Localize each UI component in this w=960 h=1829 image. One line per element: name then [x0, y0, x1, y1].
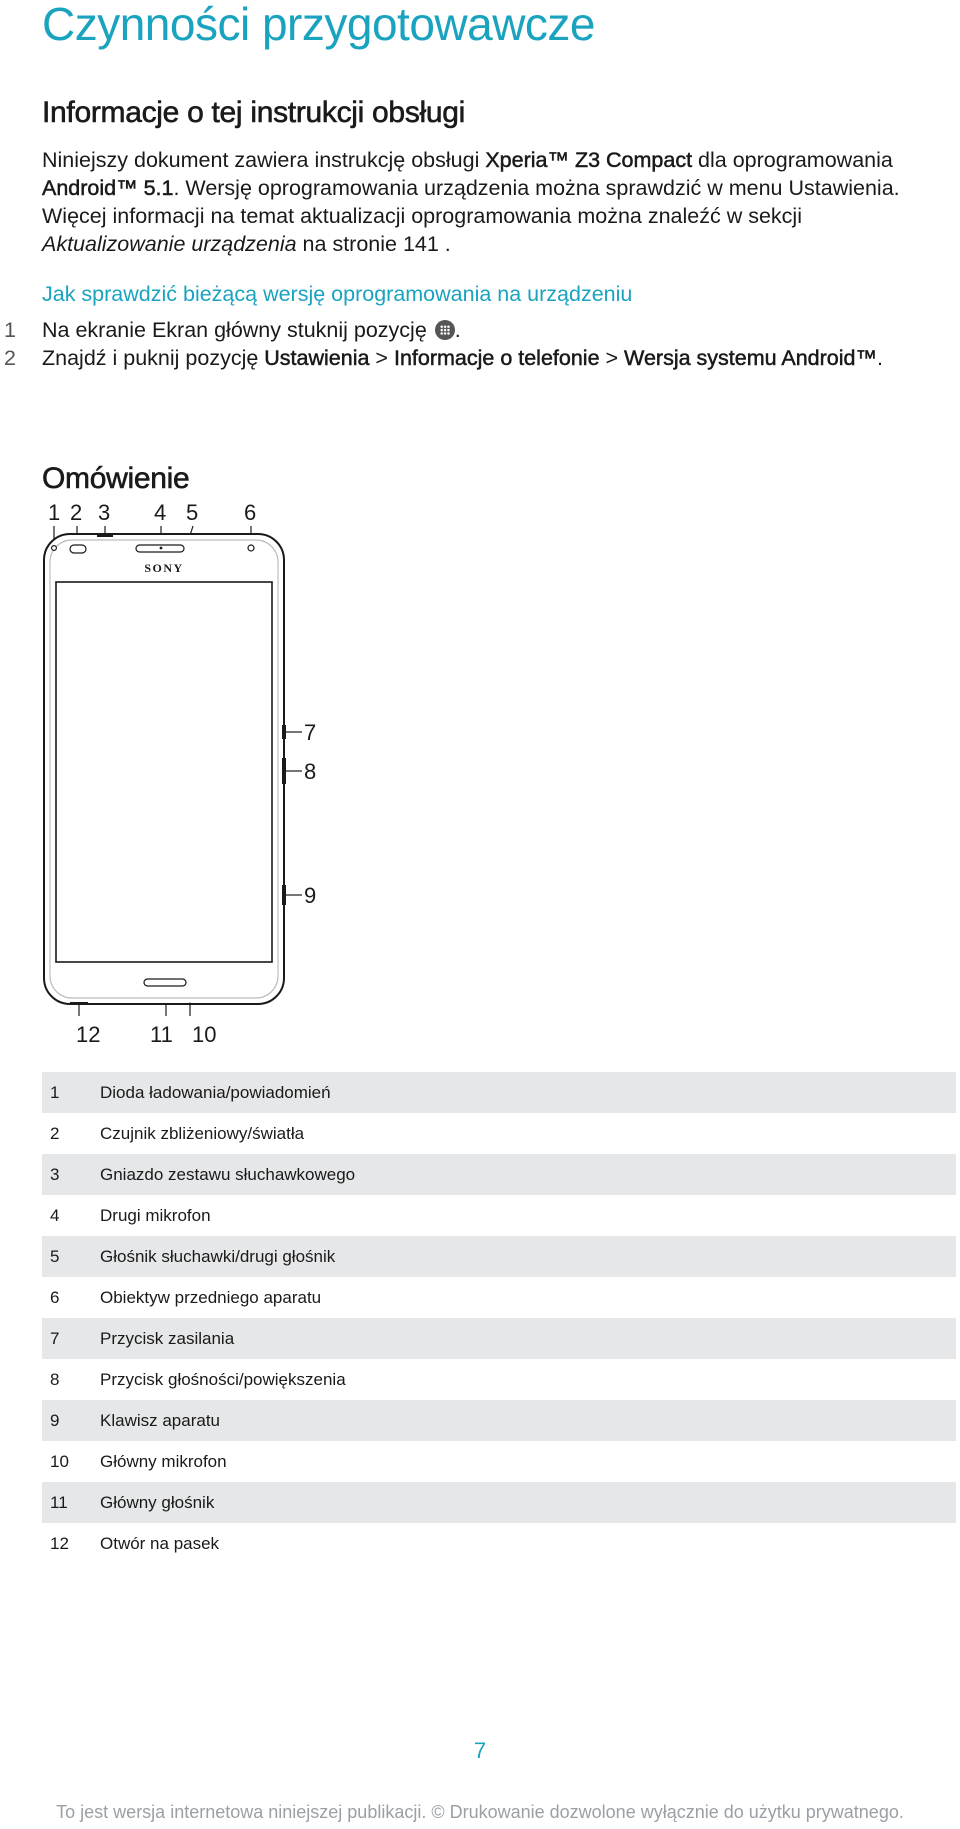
app-menu-icon	[435, 320, 455, 340]
phone-screen	[56, 582, 272, 962]
callout-6: 6	[244, 500, 257, 525]
menu-path-separator: >	[369, 346, 394, 370]
table-row	[42, 1359, 956, 1400]
camera-key	[282, 885, 286, 905]
section-link[interactable]: Aktualizowanie urządzenia	[42, 232, 297, 256]
about-paragraph	[42, 146, 922, 258]
parts-table	[42, 1072, 956, 1564]
table-row	[42, 1400, 956, 1441]
part-label: Obiektyw przedniego aparatu	[100, 1287, 322, 1307]
part-number: 6	[50, 1287, 60, 1307]
part-number: 9	[42, 1400, 100, 1441]
intro-text: dla oprogramowania	[692, 148, 893, 172]
part-label: Głośnik słuchawki/drugi głośnik	[100, 1236, 956, 1277]
callout-2: 2	[70, 500, 83, 525]
part-number: 11	[42, 1482, 100, 1523]
callout-10: 10	[192, 1022, 217, 1047]
notification-led	[52, 546, 57, 551]
intro-text: na stronie 141 .	[296, 232, 451, 256]
menu-path-separator: >	[599, 346, 625, 370]
step-number: 1	[4, 318, 16, 342]
callout-12: 12	[76, 1022, 101, 1047]
table-row	[42, 1277, 956, 1318]
part-label: Drugi mikrofon	[100, 1205, 211, 1225]
table-row	[42, 1236, 956, 1277]
callout-7: 7	[304, 720, 317, 745]
headset-jack	[97, 534, 113, 537]
part-number: 2	[50, 1123, 60, 1143]
part-label: Gniazdo zestawu słuchawkowego	[100, 1154, 956, 1195]
part-number: 5	[42, 1236, 100, 1277]
table-row	[42, 1072, 956, 1113]
part-number: 12	[50, 1533, 69, 1553]
main-speaker	[144, 979, 186, 986]
main-mic	[189, 1003, 192, 1006]
about-heading: Informacje o tej instrukcji obsługi	[42, 96, 466, 129]
part-label: Klawisz aparatu	[100, 1400, 956, 1441]
proximity-sensor	[70, 545, 86, 553]
step-text: Na ekranie Ekran główny stuknij pozycję	[42, 318, 433, 342]
menu-path-about-phone: Informacje o telefonie	[393, 346, 600, 370]
callout-1: 1	[48, 500, 61, 525]
callout-11: 11	[150, 1022, 173, 1047]
callout-3: 3	[98, 500, 111, 525]
step-item	[0, 344, 900, 372]
front-camera	[248, 545, 254, 551]
part-number: 7	[42, 1318, 100, 1359]
part-label: Przycisk zasilania	[100, 1318, 956, 1359]
page-footer: To jest wersja internetowa niniejszej publikacji. © Drukowanie dozwolone wyłącznie do użytku prywatnego.	[56, 1802, 904, 1822]
table-row	[42, 1113, 956, 1154]
callout-4: 4	[154, 500, 167, 525]
menu-path-settings: Ustawienia	[264, 346, 370, 370]
table-row	[42, 1441, 956, 1482]
part-number: 4	[50, 1205, 60, 1225]
table-row	[42, 1482, 956, 1523]
intro-text: . Wersję oprogramowania urządzenia można sprawdzić w menu Ustawienia. Więcej informacji na temat aktualizacji oprogramowania można znaleźć w sekcji	[42, 176, 900, 228]
part-number: 8	[50, 1369, 60, 1389]
callout-9: 9	[304, 883, 317, 908]
power-key	[282, 725, 286, 739]
overview-heading: Omówienie	[42, 462, 190, 495]
step-text: Znajdź i puknij pozycję	[42, 346, 265, 370]
table-row	[42, 1154, 956, 1195]
menu-path-android-version: Wersja systemu Android™	[624, 346, 877, 370]
phone-body	[44, 534, 286, 1005]
brand-logo: SONY	[144, 561, 184, 575]
callout-5: 5	[186, 500, 199, 525]
part-label: Otwór na pasek	[100, 1533, 220, 1553]
part-label: Przycisk głośności/powiększenia	[100, 1369, 346, 1389]
table-row	[42, 1523, 956, 1564]
page-number: 7	[473, 1738, 487, 1763]
part-label: Czujnik zbliżeniowy/światła	[100, 1123, 305, 1143]
phone-diagram	[40, 490, 360, 1050]
strap-hole	[70, 1002, 88, 1005]
page-title: Czynności przygotowawcze	[42, 0, 596, 50]
volume-key	[282, 758, 286, 784]
table-row	[42, 1195, 956, 1236]
part-label: Dioda ładowania/powiadomień	[100, 1072, 956, 1113]
product-name: Xperia™ Z3 Compact	[485, 148, 693, 172]
intro-text: Niniejszy dokument zawiera instrukcję obsługi	[42, 148, 486, 172]
part-number: 3	[42, 1154, 100, 1195]
table-row	[42, 1318, 956, 1359]
os-version: Android™ 5.1	[42, 176, 174, 200]
part-label: Główny głośnik	[100, 1482, 956, 1523]
part-number: 10	[50, 1451, 69, 1471]
step-item	[0, 316, 900, 344]
part-label: Główny mikrofon	[100, 1451, 227, 1471]
step-end: .	[876, 346, 883, 370]
callout-8: 8	[304, 759, 317, 784]
step-number: 2	[4, 346, 16, 370]
step-end: .	[454, 318, 461, 342]
howto-steps	[0, 316, 900, 372]
second-mic	[160, 547, 163, 550]
howto-heading: Jak sprawdzić bieżącą wersję oprogramowania na urządzeniu	[42, 282, 633, 306]
part-number: 1	[42, 1072, 100, 1113]
